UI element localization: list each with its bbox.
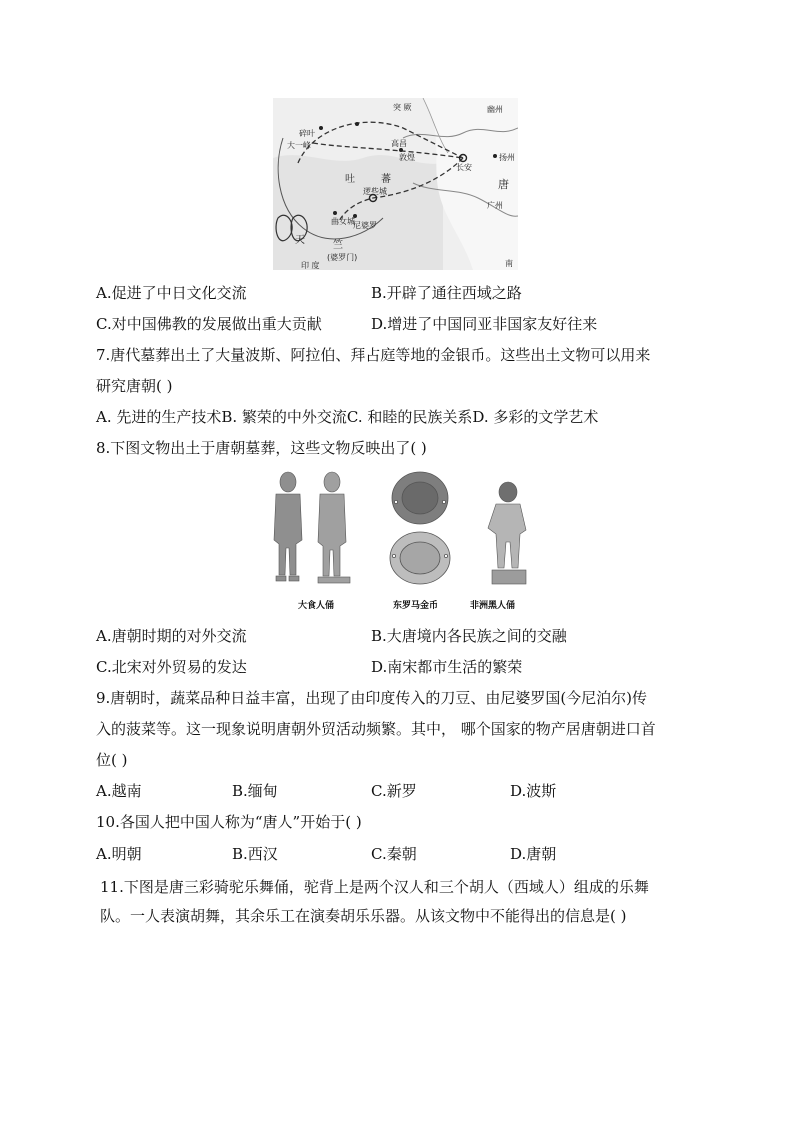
q7-stem-line2: 研究唐朝( ) [96, 377, 173, 395]
q6-option-b: B.开辟了通往西域之路 [371, 284, 522, 302]
caption-roman-coin: 东罗马金币 [393, 601, 439, 611]
q8-stem: 8.下图文物出土于唐朝墓葬，这些文物反映出了( ) [96, 439, 427, 457]
map-label-guangzhou: 广州 [487, 201, 503, 210]
map-label-dunhuang: 敦煌 [399, 153, 415, 162]
q6-option-d: D.增进了中国同亚非国家友好往来 [371, 315, 598, 333]
q9-stem-line1: 9.唐朝时，蔬菜品种日益丰富，出现了由印度传入的刀豆、由尼婆罗国(今尼泊尔)传 [96, 689, 648, 707]
map-label-youzhou: 幽州 [487, 105, 503, 114]
map-label-zhu: 竺 [333, 240, 343, 251]
q9-option-c: C.新罗 [371, 782, 417, 800]
map-label-nipoluo: 尼婆罗 [353, 221, 377, 230]
map-label-changan: 长安 [456, 163, 472, 172]
map-label-luoxie: 逻些城 [363, 187, 387, 196]
q10-stem: 10.各国人把中国人称为“唐人”开始于( ) [96, 813, 362, 831]
q9-stem-line2: 入的菠菜等。这一现象说明唐朝外贸活动频繁。其中， 哪个国家的物产居唐朝进口首 [96, 720, 656, 738]
q8-option-c: C.北宋对外贸易的发达 [96, 658, 247, 676]
q8-option-d: D.南宋都市生活的繁荣 [371, 658, 523, 676]
map-label-qunv: 曲女城 [331, 217, 355, 226]
map-label-pojieluo: (婆罗门) [327, 253, 358, 262]
map-label-nan: 南 [505, 259, 513, 268]
q9-stem-line3: 位( ) [96, 751, 128, 769]
q11-stem-line1: 11.下图是唐三彩骑驼乐舞俑，驼背上是两个汉人和三个胡人（西域人）组成的乐舞 [100, 878, 649, 896]
map-label-tujue: 突 厥 [393, 103, 412, 112]
q9-option-b: B.缅甸 [232, 782, 278, 800]
map-label-gaochang: 高昌 [391, 139, 407, 148]
caption-dashi-figurine: 大食人俑 [298, 601, 335, 611]
map-label-bo: 蕃 [381, 174, 391, 185]
q9-option-a: A.越南 [96, 782, 142, 800]
q10-option-a: A.明朝 [96, 845, 142, 863]
q8-option-b: B.大唐境内各民族之间的交融 [371, 627, 567, 645]
q11-stem-line2: 队。一人表演胡舞，其余乐工在演奏胡乐乐器。从该文物中不能得出的信息是( ) [100, 907, 627, 925]
q7-stem-line1: 7.唐代墓葬出土了大量波斯、阿拉伯、拜占庭等地的金银币。这些出土文物可以用来 [96, 346, 651, 364]
map-label-tang: 唐 [498, 178, 509, 191]
map-label-yindu: 印 度 [301, 261, 320, 270]
q6-option-a: A.促进了中日文化交流 [96, 284, 247, 302]
map-label-dayi: 大一峰 [287, 141, 311, 150]
map-label-suiye: 碎叶 [299, 129, 315, 138]
tang-route-map [273, 98, 518, 270]
q9-option-d: D.波斯 [510, 782, 557, 800]
caption-african-figurine: 非洲黑人俑 [470, 601, 516, 611]
q7-options: A. 先进的生产技术B. 繁荣的中外交流C. 和睦的民族关系D. 多彩的文学艺术 [96, 408, 599, 426]
q10-option-c: C.秦朝 [371, 845, 417, 863]
q10-option-b: B.西汉 [232, 845, 278, 863]
tang-artifacts-photo [270, 470, 532, 588]
map-label-tian: 天 [295, 235, 305, 246]
q8-option-a: A.唐朝时期的对外交流 [96, 627, 247, 645]
map-label-yangzhou: 扬州 [499, 153, 515, 162]
q6-option-c: C.对中国佛教的发展做出重大贡献 [96, 315, 322, 333]
q10-option-d: D.唐朝 [510, 845, 557, 863]
map-label-tu: 吐 [345, 174, 355, 185]
